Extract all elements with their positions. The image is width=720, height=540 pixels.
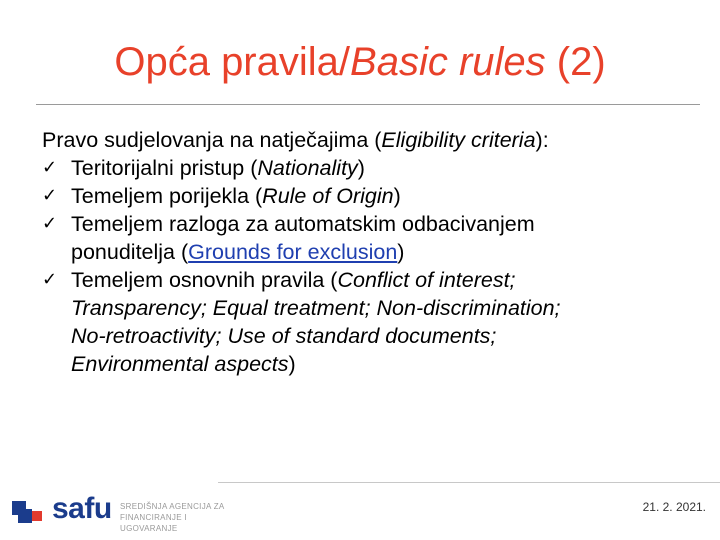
item-end: ) — [288, 352, 296, 376]
checkmark-icon: ✓ — [42, 269, 58, 290]
intro-line — [42, 126, 682, 154]
item-italic: Nationality — [257, 156, 358, 180]
safu-logo — [12, 492, 232, 533]
item-end: ) — [357, 156, 365, 180]
intro-end: ): — [535, 128, 549, 152]
slide-body — [42, 126, 682, 378]
list-item-basic-principles — [42, 266, 682, 378]
logo-subtitle-line-1: SREDIŠNJA AGENCIJA ZA — [120, 502, 225, 511]
grounds-for-exclusion-link[interactable]: Grounds for exclusion — [188, 240, 398, 264]
safu-logo-mark-icon — [12, 497, 46, 527]
item-italic: Conflict of interest; — [337, 268, 516, 292]
item-italic: Environmental aspects — [71, 352, 289, 376]
list-item-nationality — [42, 154, 682, 182]
title-italic: Basic rules — [350, 40, 546, 84]
item-text: Temeljem razloga za automatskim odbacivanjem — [71, 212, 535, 236]
item-text: Teritorijalni pristup ( — [71, 156, 258, 180]
title-divider — [36, 104, 700, 105]
item-line-4 — [71, 350, 682, 378]
title-plain: Opća pravila/ — [114, 40, 351, 84]
item-text: Temeljem porijekla ( — [71, 184, 263, 208]
item-line-1 — [71, 266, 682, 294]
item-italic: Transparency; Equal treatment; Non-discrimination; — [71, 296, 561, 320]
intro-text: Pravo sudjelovanja na natječajima ( — [42, 128, 382, 152]
logo-wordmark: safu — [52, 492, 112, 525]
checkmark-icon: ✓ — [42, 213, 58, 234]
title-suffix: (2) — [545, 40, 606, 84]
footer-divider — [218, 482, 720, 483]
item-line-2 — [71, 294, 682, 322]
logo-subtitle — [120, 501, 236, 534]
item-line-2 — [71, 238, 682, 266]
logo-subtitle-line-2: FINANCIRANJE I UGOVARANJE — [120, 513, 187, 533]
list-item-exclusion — [42, 210, 682, 266]
item-end: ) — [393, 184, 401, 208]
item-italic: No-retroactivity; Use of standard documents; — [71, 324, 497, 348]
checkmark-icon: ✓ — [42, 185, 58, 206]
item-text-2: ponuditelja ( — [71, 240, 189, 264]
item-text: Temeljem osnovnih pravila ( — [71, 268, 338, 292]
checkmark-icon: ✓ — [42, 157, 58, 178]
item-end: ) — [397, 240, 405, 264]
item-line-3 — [71, 322, 682, 350]
slide-date: 21. 2. 2021. — [642, 500, 706, 514]
slide-title — [0, 40, 720, 84]
item-italic: Rule of Origin — [262, 184, 394, 208]
list-item-rule-of-origin — [42, 182, 682, 210]
intro-italic: Eligibility criteria — [381, 128, 536, 152]
